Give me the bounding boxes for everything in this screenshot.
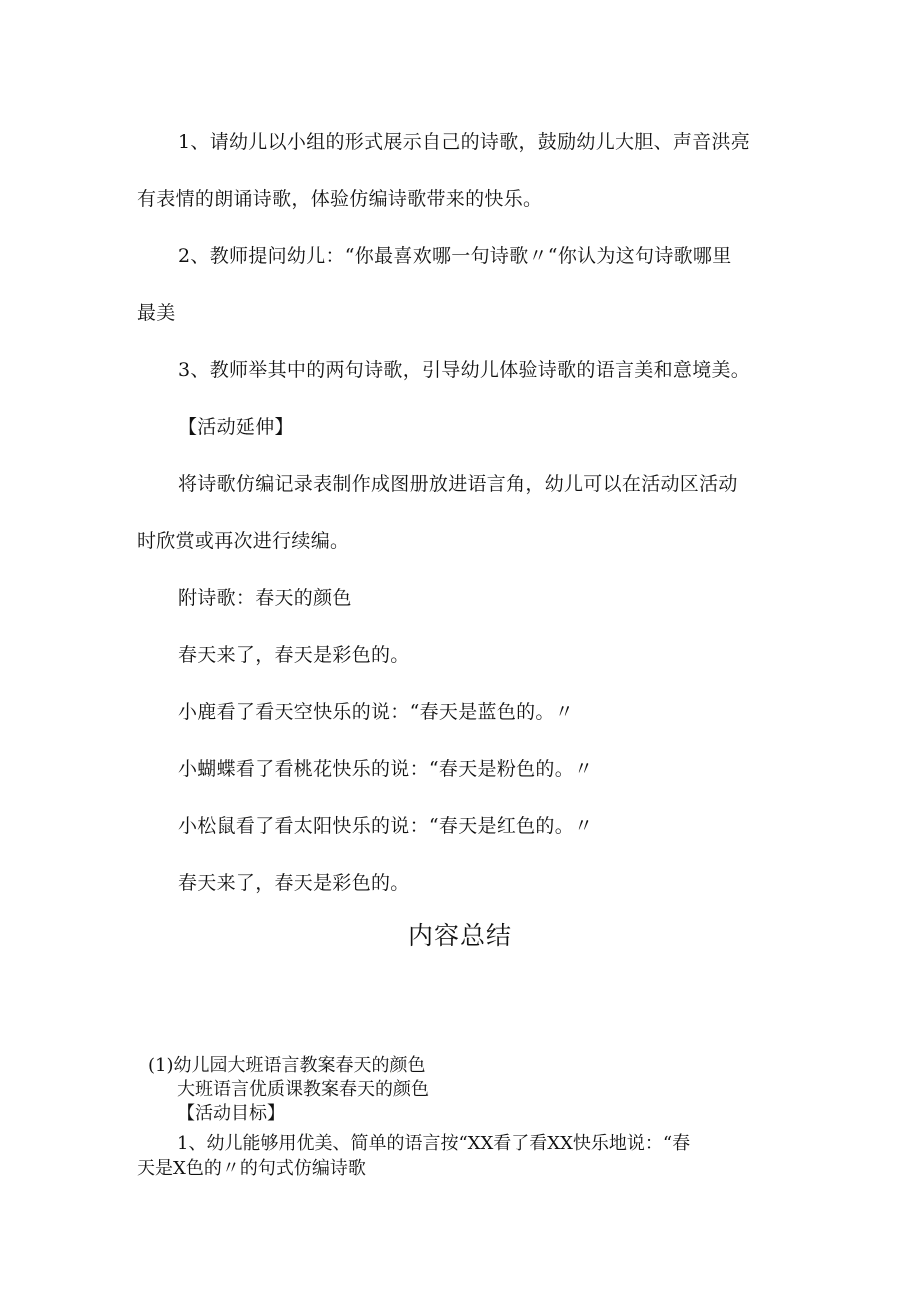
summary-title: 内容总结 <box>407 921 512 950</box>
poem-line-5: 春天来了，春天是彩色的。 <box>178 872 410 894</box>
poem-line-3: 小蝴蝶看了看桃花快乐的说：“春天是粉色的。〃 <box>178 758 594 780</box>
poem-title: 附诗歌：春天的颜色 <box>178 587 352 609</box>
summary-item-3: 【活动目标】 <box>177 1103 285 1124</box>
paragraph-1-line-2: 有表情的朗诵诗歌，体验仿编诗歌带来的快乐。 <box>137 188 543 210</box>
extension-heading: 【活动延伸】 <box>178 416 294 438</box>
paragraph-3-line-1: 3、教师举其中的两句诗歌，引导幼儿体验诗歌的语言美和意境美。 <box>178 359 751 381</box>
summary-item-2: 大班语言优质课教案春天的颜色 <box>177 1079 429 1100</box>
poem-line-4: 小松鼠看了看太阳快乐的说：“春天是红色的。〃 <box>178 815 594 837</box>
paragraph-2-line-1: 2、教师提问幼儿：“你最喜欢哪一句诗歌〃“你认为这句诗歌哪里 <box>178 245 732 267</box>
poem-line-1: 春天来了，春天是彩色的。 <box>178 644 410 666</box>
paragraph-4-line-2: 时欣赏或再次进行续编。 <box>137 530 350 552</box>
paragraph-4-line-1: 将诗歌仿编记录表制作成图册放进语言角，幼儿可以在活动区活动 <box>178 473 738 495</box>
paragraph-1-line-1: 1、请幼儿以小组的形式展示自己的诗歌，鼓励幼儿大胆、声音洪亮 <box>178 131 751 153</box>
summary-item-4-line-1: 1、幼儿能够用优美、简单的语言按“XX看了看XX快乐地说：“春 <box>177 1133 691 1154</box>
poem-line-2: 小鹿看了看天空快乐的说：“春天是蓝色的。〃 <box>178 701 575 723</box>
summary-item-1: (1)幼儿园大班语言教案春天的颜色 <box>148 1055 426 1076</box>
paragraph-2-line-2: 最美 <box>137 302 176 324</box>
summary-item-4-line-2: 天是X色的〃的句式仿编诗歌 <box>137 1158 366 1179</box>
